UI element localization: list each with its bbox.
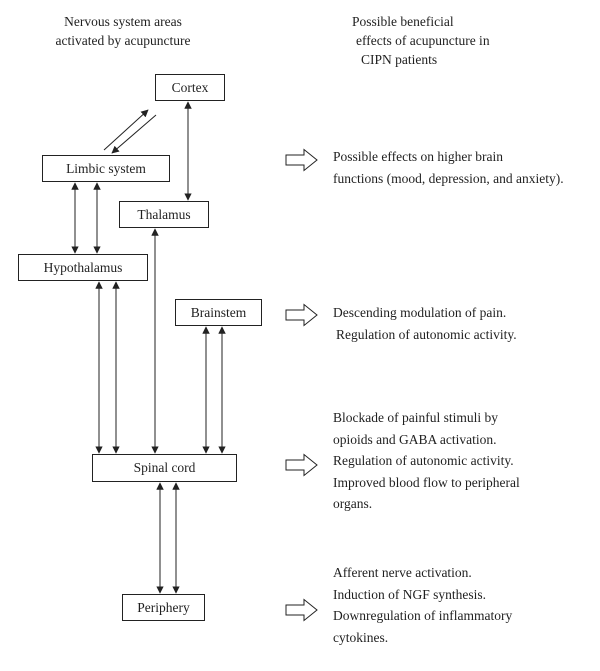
node-brainstem: Brainstem — [175, 299, 262, 326]
effect-line: Improved blood flow to peripheral — [333, 474, 520, 490]
right-column-header — [352, 12, 572, 69]
effect-line: Afferent nerve activation. — [333, 565, 472, 580]
arrow-cortex-to-limbic — [112, 115, 156, 153]
left-column-header — [28, 12, 218, 50]
effect-line: opioids and GABA activation. — [333, 431, 497, 447]
effect-peripheral — [333, 562, 588, 648]
right-block-arrow-icon — [285, 598, 319, 622]
right-block-arrow-icon — [285, 148, 319, 172]
node-thalamus: Thalamus — [119, 201, 209, 228]
right-header-line: Possible beneficial — [352, 14, 454, 29]
right-header-line: effects of acupuncture in — [356, 33, 490, 48]
effect-spinal — [333, 407, 588, 515]
effect-pain-modulation — [333, 302, 588, 345]
node-periphery: Periphery — [122, 594, 205, 621]
node-hypothalamus: Hypothalamus — [18, 254, 148, 281]
effect-line: Possible effects on higher brain — [333, 149, 503, 164]
left-header-line: Nervous system areas — [64, 14, 182, 29]
effect-line: cytokines. — [333, 629, 389, 645]
effect-line: Induction of NGF synthesis. — [333, 586, 486, 602]
effect-line: Blockade of painful stimuli by — [333, 410, 498, 425]
effect-line: Descending modulation of pain. — [333, 305, 507, 320]
node-spinal-cord: Spinal cord — [92, 454, 237, 482]
node-limbic-system: Limbic system — [42, 155, 170, 182]
effect-higher-brain-functions — [333, 146, 588, 189]
effect-line: Regulation of autonomic activity. — [333, 453, 514, 468]
right-block-arrow-icon — [285, 453, 319, 477]
effect-line: Downregulation of inflammatory — [333, 608, 513, 623]
effect-line: Regulation of autonomic activity. — [336, 326, 517, 342]
left-header-line: activated by acupuncture — [55, 33, 191, 48]
arrow-limbic-to-cortex — [104, 110, 148, 150]
effect-line: organs. — [333, 496, 373, 511]
effect-line: functions (mood, depression, and anxiety). — [333, 170, 564, 186]
right-header-line: CIPN patients — [361, 52, 438, 67]
node-cortex: Cortex — [155, 74, 225, 101]
right-block-arrow-icon — [285, 303, 319, 327]
